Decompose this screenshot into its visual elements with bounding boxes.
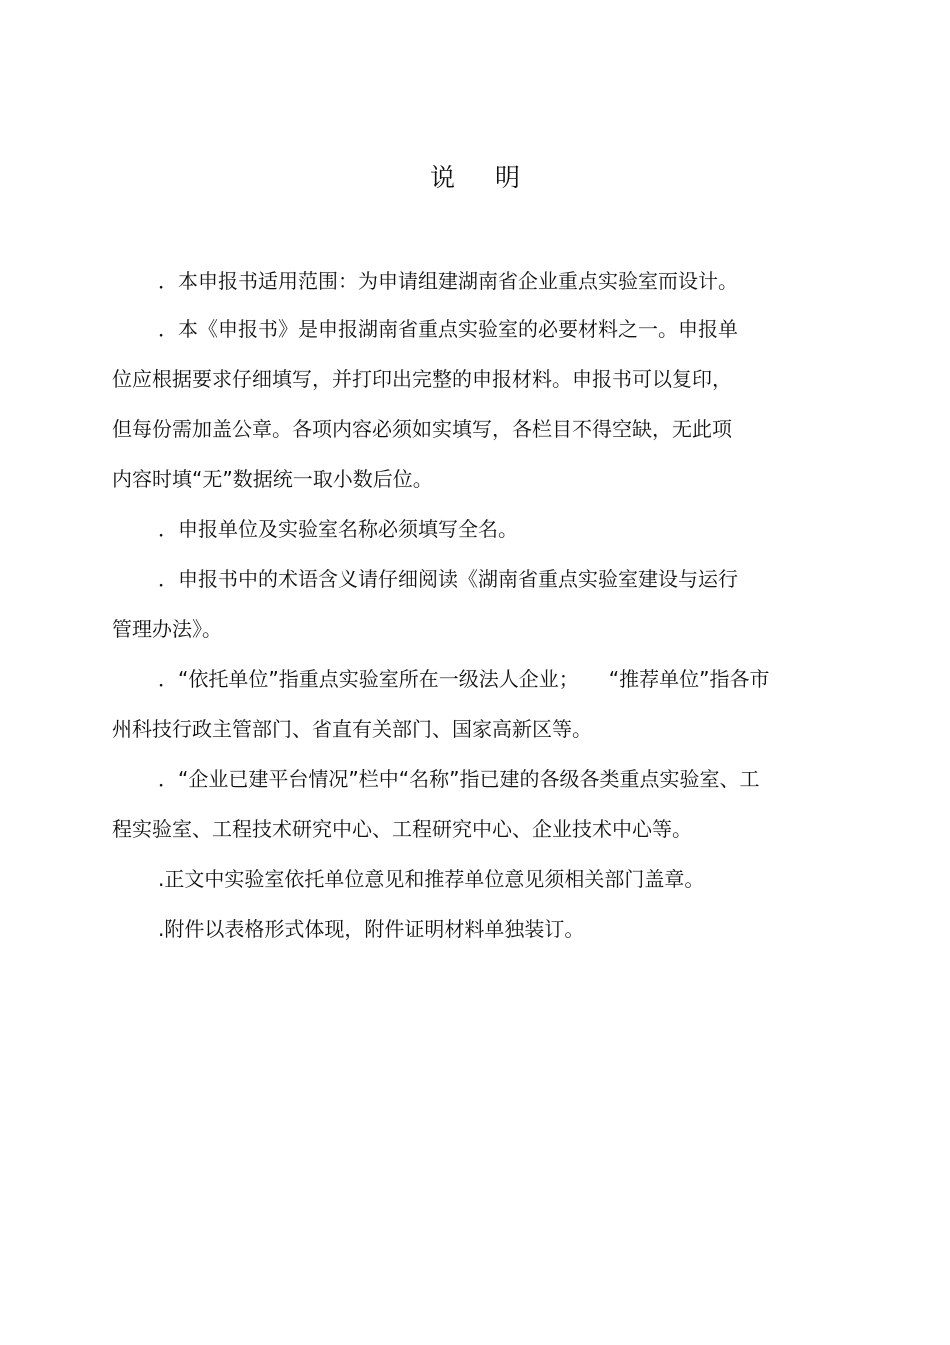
item-2-line-3: 但每份需加盖公章。各项内容必须如实填写，各栏目不得空缺，无此项 [112, 417, 732, 441]
item-2-line-1: ．本《申报书》是申报湖南省重点实验室的必要材料之一。申报单 [158, 317, 738, 341]
item-8-line-1: .附件以表格形式体现，附件证明材料单独装订。 [158, 917, 585, 941]
item-4-line-1: ．申报书中的术语含义请仔细阅读《湖南省重点实验室建设与运行 [158, 567, 738, 591]
page-title: 说明 [429, 163, 560, 192]
item-6-line-1: ．“企业已建平台情况”栏中“名称”指已建的各级各类重点实验室、工 [158, 767, 760, 791]
item-3-line-1: ．申报单位及实验室名称必须填写全名。 [158, 517, 518, 541]
item-5-line-1: ．“依托单位”指重点实验室所在一级法人企业； “推荐单位”指各市 [158, 667, 770, 691]
item-7-line-1: .正文中实验室依托单位意见和推荐单位意见须相关部门盖章。 [158, 867, 705, 891]
item-1-line-1: ．本申报书适用范围：为申请组建湖南省企业重点实验室而设计。 [158, 269, 738, 293]
item-2-line-4: 内容时填“无”数据统一取小数后位。 [112, 467, 433, 491]
item-4-line-2: 管理办法》。 [112, 617, 222, 641]
item-2-line-2: 位应根据要求仔细填写，并打印出完整的申报材料。申报书可以复印， [112, 367, 732, 391]
item-5-line-2: 州科技行政主管部门、省直有关部门、国家高新区等。 [112, 717, 592, 741]
item-6-line-2: 程实验室、工程技术研究中心、工程研究中心、企业技术中心等。 [112, 817, 692, 841]
